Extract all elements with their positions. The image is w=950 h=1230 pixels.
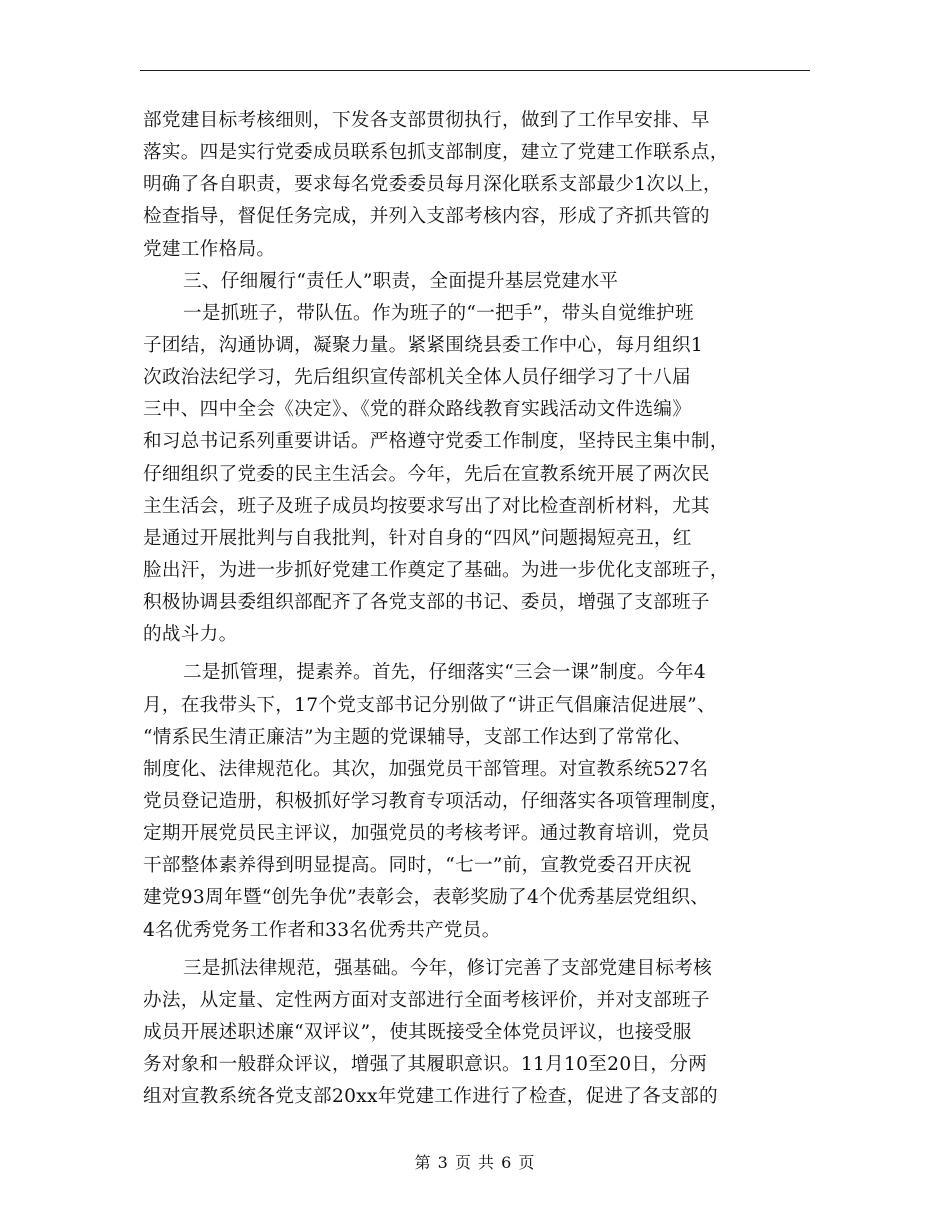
text-line: 月，在我带头下，17个党支部书记分别做了“讲正气倡廉洁促进展”、: [143, 694, 716, 716]
text-line: 的战斗力。: [143, 624, 238, 646]
text-line: 三是抓法律规范，强基础。今年，修订完善了支部党建目标考核: [183, 957, 713, 979]
text-line: 组对宣教系统各党支部20xx年党建工作进行了检查，促进了各支部的: [143, 1086, 718, 1108]
text-line: 明确了各自职责，要求每名党委委员每月深化联系支部最少1次以上，: [143, 174, 722, 196]
text-line: 三中、四中全会《决定》、《党的群众路线教育实践活动文件选编》: [143, 399, 692, 421]
text-line: 检查指导，督促任务完成，并列入支部考核内容，形成了齐抓共管的: [143, 206, 710, 228]
text-line: 建党93周年暨“创先争优”表彰会，表彰奖励了4个优秀基层党组织、: [143, 887, 710, 909]
page-footer: [0, 1150, 950, 1173]
text-line: 是通过开展批判与自我批判，针对自身的“四风”问题揭短亮丑，红: [143, 527, 692, 549]
text-line: 党员登记造册，积极抓好学习教育专项活动，仔细落实各项管理制度，: [143, 790, 729, 812]
text-line: 成员开展述职述廉“双评议”，使其既接受全体党员评议，也接受服: [143, 1021, 692, 1043]
text-line: 二是抓管理，提素养。首先，仔细落实“三会一课”制度。今年4: [183, 662, 706, 684]
text-line: 次政治法纪学习，先后组织宣传部机关全体人员仔细学习了十八届: [143, 367, 691, 389]
text-line: 和习总书记系列重要讲话。严格遵守党委工作制度，坚持民主集中制，: [143, 431, 729, 453]
document-body: [143, 105, 811, 1113]
text-line: 4名优秀党务工作者和33名优秀共产党员。: [143, 919, 501, 941]
section-heading: 三、仔细履行“责任人”职责，全面提升基层党建水平: [183, 270, 619, 292]
text-line: 部党建目标考核细则，下发各支部贯彻执行，做到了工作早安排、早: [143, 110, 710, 131]
header-rule: [140, 70, 810, 71]
page-number: 第 3 页 共 6 页: [414, 1153, 536, 1172]
text-line: 一是抓班子，带队伍。作为班子的“一把手”，带头自觉维护班: [183, 302, 694, 324]
text-line: 定期开展党员民主评议，加强党员的考核考评。通过教育培训，党员: [143, 823, 710, 845]
text-line: 仔细组织了党委的民主生活会。今年，先后在宣教系统开展了两次民: [143, 463, 710, 485]
text-line: 脸出汗，为进一步抓好党建工作奠定了基础。为进一步优化支部班子，: [143, 559, 729, 581]
text-line: “情系民生清正廉洁”为主题的党课辅导，支部工作达到了常常化、: [143, 726, 692, 748]
text-line: 务对象和一般群众评议，增强了其履职意识。11月10至20日，分两: [143, 1054, 708, 1076]
text-line: 干部整体素养得到明显提高。同时，“七一”前，宣教党委召开庆祝: [143, 855, 692, 877]
text-line: 党建工作格局。: [143, 238, 276, 260]
text-line: 制度化、法律规范化。其次，加强党员干部管理。对宣教系统527名: [143, 758, 709, 780]
text-line: 办法，从定量、定性两方面对支部进行全面考核评价，并对支部班子: [143, 989, 710, 1011]
text-line: 主生活会，班子及班子成员均按要求写出了对比检查剖析材料，尤其: [143, 495, 710, 517]
text-line: 落实。四是实行党委成员联系包抓支部制度，建立了党建工作联系点，: [143, 142, 729, 164]
text-line: 积极协调县委组织部配齐了各党支部的书记、委员，增强了支部班子: [143, 592, 710, 614]
text-line: 子团结，沟通协调，凝聚力量。紧紧围绕县委工作中心，每月组织1: [143, 334, 704, 356]
